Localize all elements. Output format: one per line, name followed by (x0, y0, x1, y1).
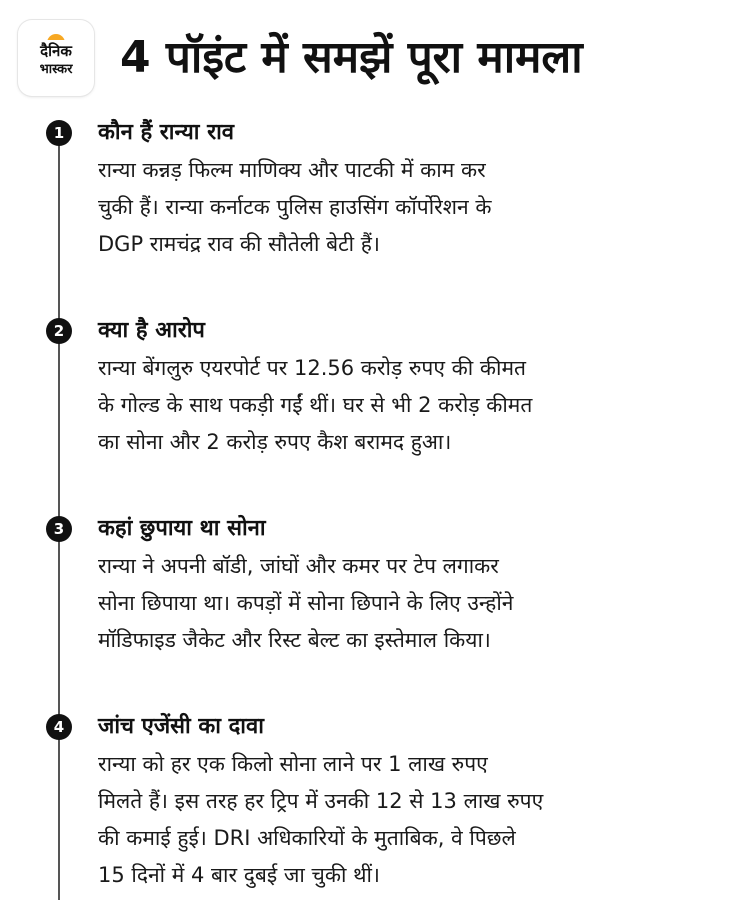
point-title: जांच एजेंसी का दावा (98, 714, 264, 739)
point-body-line: 15 दिनों में 4 बार दुबई जा चुकी थीं। (98, 863, 380, 887)
logo-text-bhaskar: भास्कर (39, 62, 73, 77)
point-body-line: सोना छिपाया था। कपड़ों में सोना छिपाने के लिए उन्होंने (98, 591, 514, 615)
page-title: 4 पॉइंट में समझें पूरा मामला (120, 32, 583, 83)
point-title: क्या है आरोप (98, 318, 205, 343)
point-body-line: रान्या को हर एक किलो सोना लाने पर 1 लाख रुपए (98, 752, 488, 776)
point-body (98, 746, 698, 894)
point-body-line: का सोना और 2 करोड़ रुपए कैश बरामद हुआ। (98, 430, 452, 454)
point-number-badge: 3 (46, 516, 72, 542)
point-body (98, 152, 698, 263)
point-title: कहां छुपाया था सोना (98, 516, 266, 541)
timeline-line (58, 130, 60, 900)
logo-text-dainik: दैनिक (40, 42, 72, 60)
header (14, 18, 714, 100)
sun-icon (46, 28, 66, 40)
point-body (98, 350, 698, 461)
point-body-line: मिलते हैं। इस तरह हर ट्रिप में उनकी 12 से 13 लाख रुपए (98, 789, 544, 813)
point-title: कौन हैं रान्या राव (98, 120, 235, 145)
point-number-badge: 4 (46, 714, 72, 740)
point-number-badge: 2 (46, 318, 72, 344)
dainik-bhaskar-logo (18, 20, 94, 96)
point-body-line: रान्या बेंगलुरु एयरपोर्ट पर 12.56 करोड़ रुपए की कीमत (98, 356, 526, 380)
point-body (98, 548, 698, 659)
point-body-line: चुकी हैं। रान्या कर्नाटक पुलिस हाउसिंग कॉर्पोरेशन के (98, 195, 492, 219)
point-body-line: के गोल्ड के साथ पकड़ी गईं थीं। घर से भी 2 करोड़ कीमत (98, 393, 533, 417)
point-body-line: DGP रामचंद्र राव की सौतेली बेटी हैं। (98, 232, 380, 256)
point-number-badge: 1 (46, 120, 72, 146)
point-body-line: की कमाई हुई। DRI अधिकारियों के मुताबिक, वे पिछले (98, 826, 516, 850)
point-body-line: मॉडिफाइड जैकेट और रिस्ट बेल्ट का इस्तेमाल किया। (98, 628, 491, 652)
point-body-line: रान्या कन्नड़ फिल्म माणिक्य और पाटकी में काम कर (98, 158, 486, 182)
point-body-line: रान्या ने अपनी बॉडी, जांघों और कमर पर टेप लगाकर (98, 554, 499, 578)
